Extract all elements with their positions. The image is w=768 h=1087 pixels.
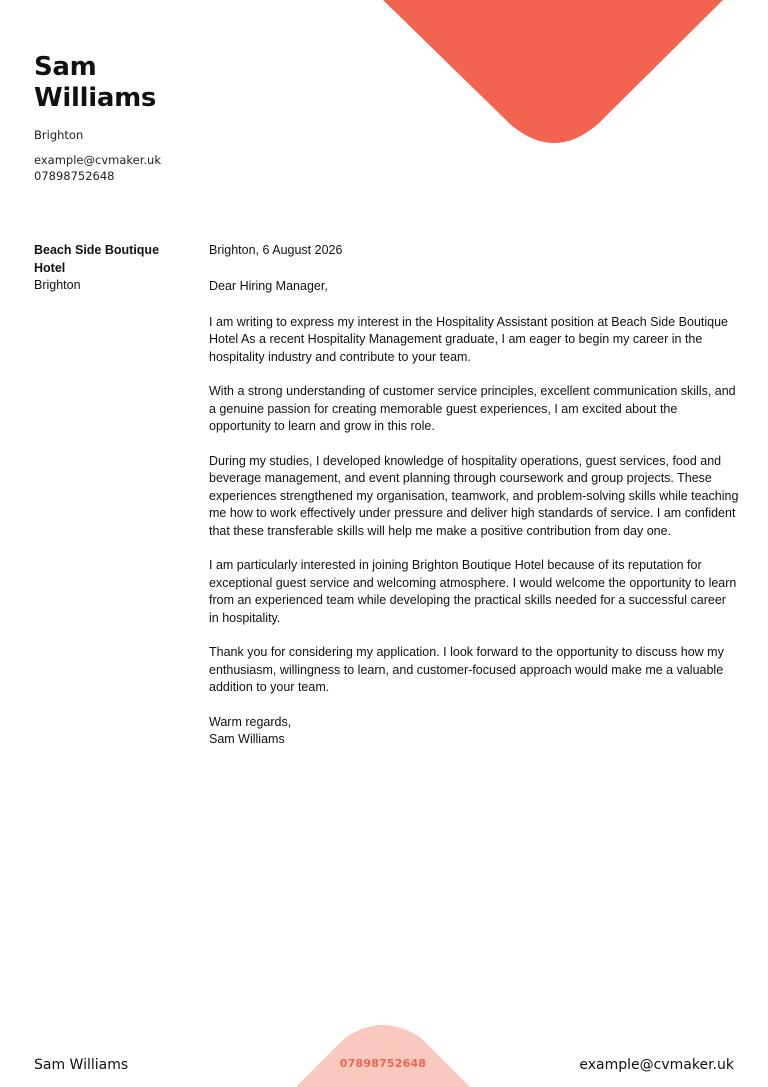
recipient-city: Brighton	[34, 278, 81, 292]
footer-name: Sam Williams	[34, 1057, 129, 1073]
first-name: Sam	[34, 52, 97, 82]
letter-salutation: Dear Hiring Manager,	[209, 278, 328, 293]
recipient-company: Beach Side Boutique Hotel	[34, 243, 160, 275]
contact-city: Brighton	[34, 128, 84, 142]
letter-paragraph: I am particularly interested in joining Brighton Boutique Hotel because of its reputation for exceptional guest service and welcoming atmosphere. I would welcome the opportunity to learn from an experienced team while developing the practical skills needed for a successful career in hospitality.	[209, 558, 737, 625]
recipient-block	[34, 242, 174, 295]
footer-email: example@cvmaker.uk	[579, 1057, 734, 1073]
letter-signoff	[209, 714, 739, 749]
applicant-name	[34, 52, 156, 114]
letter-paragraph: During my studies, I developed knowledge of hospitality operations, guest services, food and beverage management, and event planning through coursework and group projects. These experiences strengthened my organisation, teamwork, and problem-solving skills while teaching me how to work effectively under pressure and deliver high standards of service. I am confident that these transferable skills will help me make a positive contribution from day one.	[209, 454, 739, 538]
letter-paragraph: I am writing to express my interest in the Hospitality Assistant position at Beach Side Boutique Hotel As a recent Hospitality Management graduate, I am eager to begin my career in the hospitality industry and contribute to your team.	[209, 314, 729, 364]
last-name: Williams	[34, 83, 157, 113]
letter-body	[209, 242, 739, 766]
letter-date: Brighton, 6 August 2026	[209, 243, 343, 257]
letter-paragraph: Thank you for considering my application. I look forward to the opportunity to discuss how my enthusiasm, willingness to learn, and customer-focused approach would make me a valuable addition to your team.	[209, 645, 724, 695]
contact-phone: 07898752648	[34, 169, 115, 183]
letter-closing: Warm regards,	[209, 715, 292, 730]
footer-phone: 07898752648	[339, 1057, 427, 1070]
contact-email: example@cvmaker.uk	[34, 153, 161, 167]
letter-paragraph: With a strong understanding of customer service principles, excellent communication skills, and a genuine passion for creating memorable guest experiences, I am excited about the opportunity to learn and grow in this role.	[209, 384, 736, 434]
letter-signature: Sam Williams	[209, 732, 285, 747]
